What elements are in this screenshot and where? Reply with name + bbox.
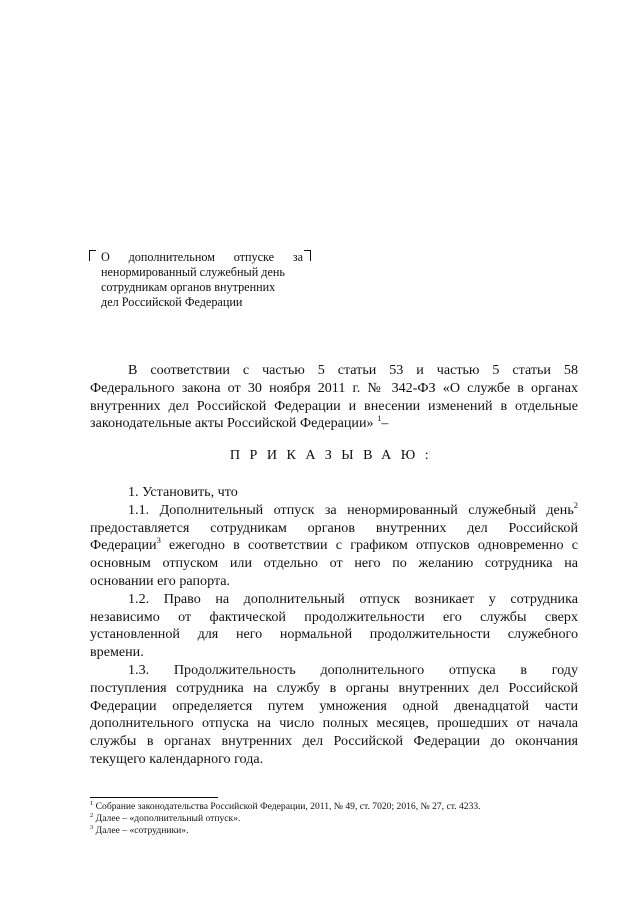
preamble-line: законодательные акты Российской Федерации» (90, 415, 374, 432)
preamble-line: Федерального закона от 30 ноября 2011 г. № 342-ФЗ «О службе в органах (90, 379, 578, 396)
footnote-1 (90, 801, 560, 813)
clause-1-2-line: времени. (90, 644, 144, 661)
footnote-3 (90, 825, 560, 837)
footnote-ref-2[interactable]: 2 (573, 499, 578, 510)
clause-1-1-line: основным отпуском или отдельно от него по желанию сотрудника на (90, 555, 578, 572)
clause-1-1-text: ежегодно в соответствии с графиком отпусков одновременно с (160, 537, 578, 554)
clause-1-3-line: дополнительного отпуска на число полных месяцев, прошедших от начала (90, 715, 578, 732)
clauses (90, 484, 578, 769)
title-line: О дополнительном отпуске за (101, 250, 303, 264)
footnote-text: Далее – «дополнительный отпуск». (95, 812, 241, 824)
clause-1-3-line: Федерации определяется путем умножения одной двенадцатой части (90, 697, 578, 714)
footnote-ref-1[interactable]: 1 (377, 413, 382, 424)
footnote-2 (90, 813, 560, 825)
clause-1-2-line: 1.2. Право на дополнительный отпуск возникает у сотрудника (128, 590, 578, 607)
preamble-dash: – (381, 415, 389, 432)
title-bracket-left (89, 250, 96, 261)
title-bracket-right (304, 250, 311, 261)
clause-1-3-line: поступления сотрудника на службу в органы внутренних дел Российской (90, 679, 578, 696)
title-line: сотрудникам органов внутренних (101, 280, 276, 294)
footnote-ref-3[interactable]: 3 (156, 535, 161, 546)
footnote-mark: 3 (90, 823, 94, 831)
clause-1: 1. Установить, что (128, 484, 238, 500)
footnote-text: Далее – «сотрудники». (95, 824, 189, 836)
clause-1-1-line: предоставляется сотрудникам органов внутренних дел Российской (90, 519, 578, 536)
footnotes (90, 801, 560, 836)
clause-1-2-line: независимо от фактической продолжительности его службы сверх (90, 608, 578, 625)
footnote-mark: 2 (90, 811, 94, 819)
preamble-line: В соответствии с частью 5 статьи 53 и частью 5 статьи 58 (128, 362, 578, 378)
clause-1-1-text: Федерации (90, 537, 157, 554)
preamble (90, 362, 578, 433)
title-line: ненормированный служебный день (101, 265, 285, 279)
clause-1-1-line (90, 499, 578, 520)
footnote-text: Собрание законодательства Российской Федерации, 2011, № 49, ст. 7020; 2016, № 27, ст. 4233. (95, 801, 481, 812)
clause-1-1-line: основании его рапорта. (90, 572, 231, 589)
preamble-line: внутренних дел Российской Федерации и внесении изменений в отдельные (90, 397, 578, 414)
clause-1-3-line: текущего календарного года. (90, 750, 264, 767)
clause-1-3-line: службы в органах внутренних дел Российской Федерации до окончания (90, 733, 578, 750)
title-line: дел Российской Федерации (101, 295, 243, 309)
footnote-separator (90, 797, 218, 798)
order-word: ПРИКАЗЫВАЮ: (229, 447, 439, 463)
footnote-mark: 1 (90, 800, 94, 807)
document-title (89, 250, 311, 310)
clause-1-1-text: 1.1. Дополнительный отпуск за ненормированный служебный день (128, 501, 574, 518)
clause-1-2-line: установленной для него нормальной продолжительности служебного (90, 626, 578, 643)
clause-1-1-line (90, 537, 578, 555)
clause-1-3-line: 1.3. Продолжительность дополнительного отпуска в году (128, 661, 578, 678)
preamble-line-last (90, 415, 578, 433)
